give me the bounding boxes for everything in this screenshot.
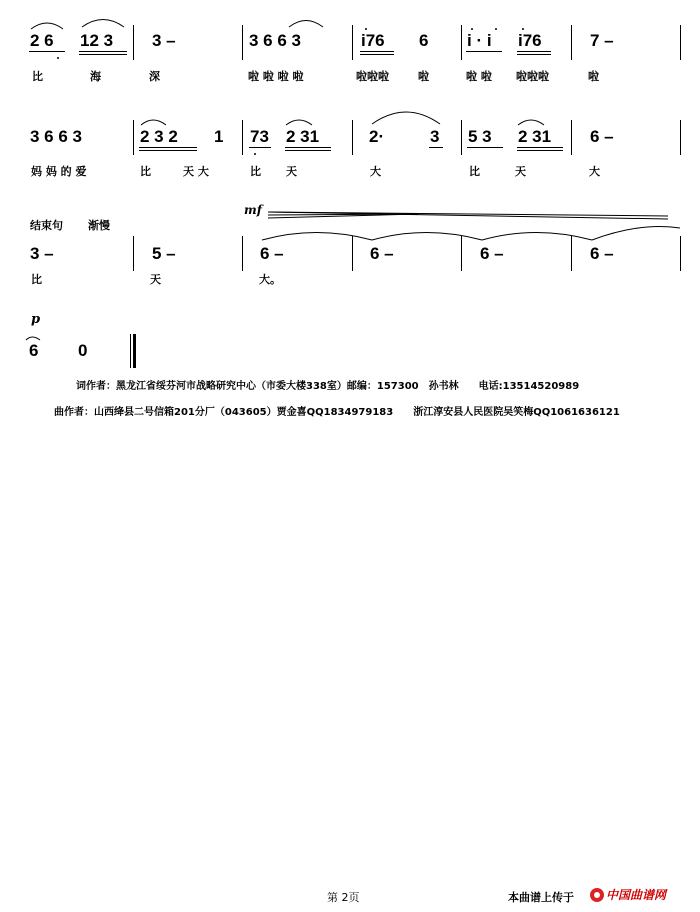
slur-marks	[0, 0, 700, 400]
lyric: 大	[589, 165, 600, 178]
lyric: 比	[140, 165, 151, 178]
lyric: 大	[370, 165, 381, 178]
note-group: 7 –	[590, 31, 614, 50]
lyric: 大。	[259, 273, 281, 286]
note-group: 6	[419, 31, 429, 50]
note-group: 5 3	[468, 127, 492, 146]
lyric: 天	[150, 273, 161, 286]
tempo-marking-rit: 渐慢	[88, 219, 110, 232]
note-group: 3 –	[152, 31, 176, 50]
composer-credit: 曲作者：山西绛县二号信箱201分厂（043605）贾金喜QQ1834979183 浙江淳安县人民医院吴笑梅QQ1061636121	[54, 407, 620, 418]
final-barline-thick	[133, 334, 136, 368]
note-group: i76	[361, 31, 385, 50]
note-group: 6 –	[590, 244, 614, 263]
note-group: 6	[29, 341, 39, 360]
note-group: 73	[250, 127, 269, 146]
lyric: 啦啦啦	[356, 70, 389, 83]
dynamic-p: p	[31, 312, 41, 327]
lyricist-credit: 词作者：黑龙江省绥芬河市战略研究中心（市委大楼338室）邮编：157300 孙书林 电话:13514520989	[76, 381, 580, 392]
note-group: 3 6 6 3	[249, 31, 301, 50]
lyric: 啦	[418, 70, 429, 83]
note-group: 2·	[369, 127, 385, 146]
lyric: 啦啦啦	[516, 70, 549, 83]
lyric: 妈 妈 的 爱	[31, 165, 87, 178]
tempo-marking-ending: 结束句	[30, 219, 63, 232]
lyric: 啦 啦 啦 啦	[248, 70, 304, 83]
note-group: 5 –	[152, 244, 176, 263]
note-group: 2 6	[30, 31, 54, 50]
note-group: 2 31	[286, 127, 320, 146]
note-group: 1	[214, 127, 224, 146]
lyric: 深	[149, 70, 160, 83]
note-group: 6 –	[590, 127, 614, 146]
lyric: 海	[90, 70, 101, 83]
note-group: 0	[78, 341, 88, 360]
note-group: 2 31	[518, 127, 552, 146]
site-brand: 中国曲谱网	[606, 888, 667, 902]
lyric: 比	[31, 273, 42, 286]
lyric: 啦	[588, 70, 599, 83]
lyric: 啦 啦	[466, 70, 492, 83]
lyric: 比	[250, 165, 261, 178]
dynamic-mf: mf	[244, 203, 262, 217]
note-group: 6 –	[260, 244, 284, 263]
note-group: 6 –	[370, 244, 394, 263]
logo-icon	[590, 888, 604, 902]
lyric: 天	[286, 165, 297, 178]
note-group: i · i	[467, 31, 492, 50]
note-group: 6 –	[480, 244, 504, 263]
note-group: 12 3	[80, 31, 114, 50]
lyric: 比	[469, 165, 480, 178]
page-number: 第 2页	[327, 891, 360, 904]
note-group: 3 6 6 3	[30, 127, 82, 146]
lyric: 天	[515, 165, 526, 178]
note-group: 2 3 2	[140, 127, 178, 146]
note-group: 3	[430, 127, 440, 146]
note-group: 3 –	[30, 244, 54, 263]
note-group: i76	[518, 31, 542, 50]
final-barline-thin	[130, 334, 131, 368]
upload-notice: 本曲谱上传于	[508, 891, 574, 904]
site-logo[interactable]	[590, 886, 666, 903]
lyric: 天 大	[183, 165, 209, 178]
lyric: 比	[32, 70, 43, 83]
